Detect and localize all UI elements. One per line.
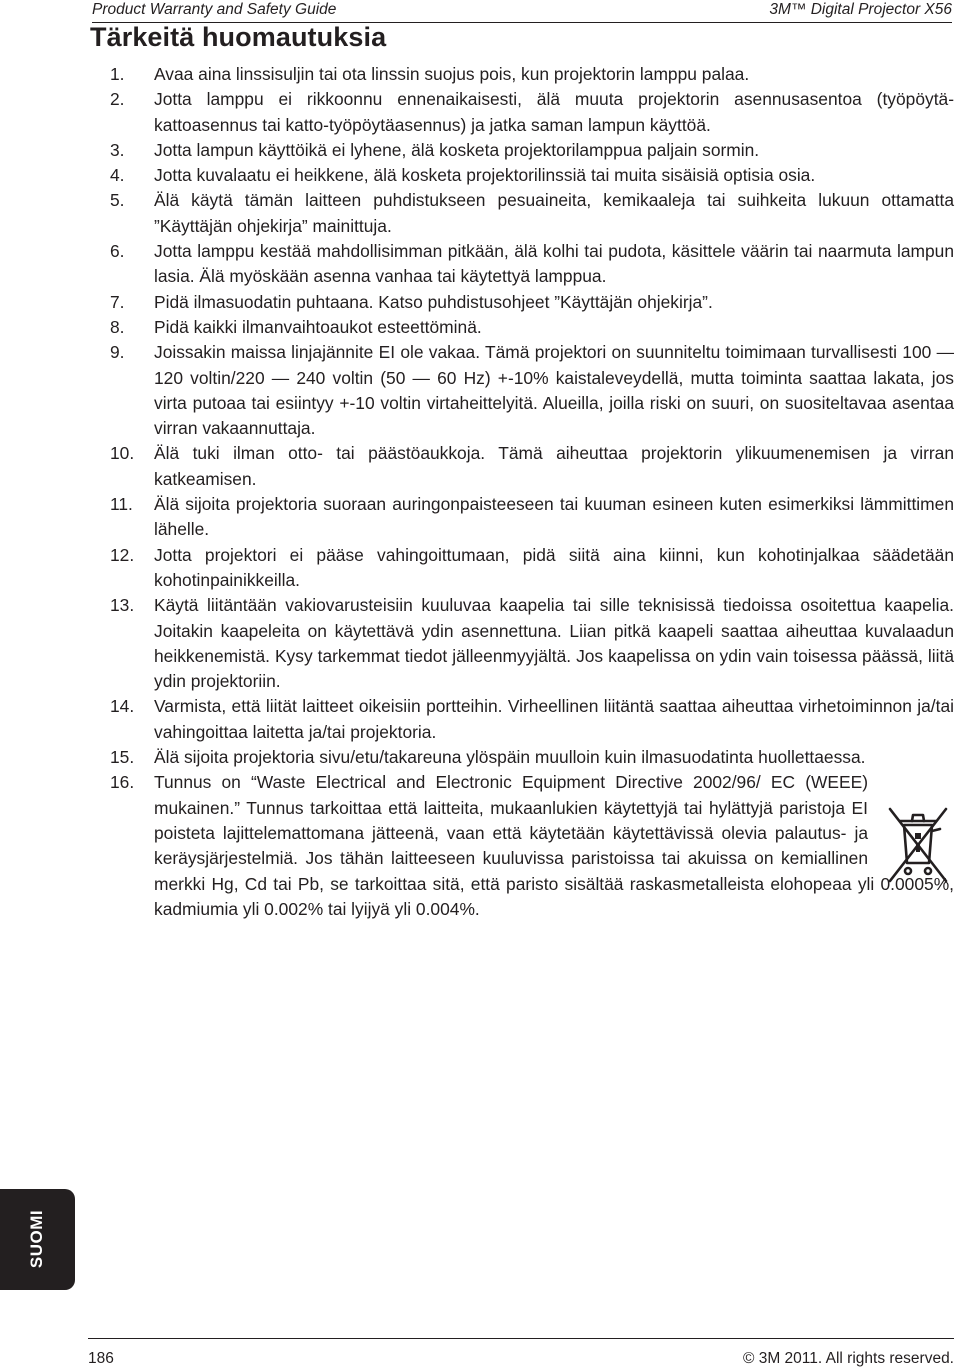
list-item [110,188,954,239]
item-text: Jotta kuvalaatu ei heikkene, älä kosketa projektorilinssiä tai muita sisäisiä optisia osia. [154,165,816,186]
item-number: 11. [110,494,133,515]
item-text: Älä tuki ilman otto- tai päästöaukkoja. Tämä aiheuttaa projektorin ylikuumenemisen ja virran katkeamisen. [154,443,954,489]
language-tab [0,1189,75,1290]
list-item [110,543,954,594]
item-text: Jotta lamppu kestää mahdollisimman pitkään, älä kolhi tai pudota, käsittele väärin tai naarmuta lampun lasia. Älä myöskään asenna vanhaa tai käytettyä lamppua. [154,241,954,287]
list-item [110,340,954,441]
list-item [110,694,954,745]
item-number: 10. [110,443,135,464]
list-item [110,163,954,188]
copyright-notice: © 3M 2011. All rights reserved. [742,1350,954,1367]
list-item [110,87,954,138]
page-number: 186 [88,1350,114,1367]
item-text: Jotta lampun käyttöikä ei lyhene, älä kosketa projektorilamppua paljain sormin. [154,139,760,160]
item-number: 15. [110,747,135,768]
item-text: Varmista, että liität laitteet oikeisiin portteihin. Virheellinen liitäntä saattaa aiheuttaa virhetoiminnon ja/tai vahingoittaa laitetta ja/tai projektoria. [154,696,954,742]
header-guide-title: Product Warranty and Safety Guide [92,1,337,18]
list-item [110,290,954,315]
item-text: Älä sijoita projektoria suoraan auringonpaisteeseen tai kuuman esineen kuten esimerkiksi lämmittimen lähelle. [154,494,954,540]
page-footer [88,1338,954,1371]
item-text: Joissakin maissa linjajännite EI ole vakaa. Tämä projektori on suunniteltu toimimaan turvallisesti 100 — 120 voltin/220 — 240 voltin (50 — 60 Hz) +-10% kaistaleveydellä, mutta toiminta saattaa lakata, jos virta putoaa tai esiintyy +-10 voltin virtaheittelyitä. Alueilla, joilla riski on suuri, on suositeltavaa asentaa virran vakaannuttaja. [154,342,954,439]
item-number: 2. [110,89,125,110]
item-text: Jotta lamppu ei rikkoonnu ennenaikaisesti, älä muuta projektorin asennusasentoa (työpöytä-kattoasennus tai katto-työpöytäasennus) ja jatka saman lampun käyttöä. [154,89,954,135]
item-number: 4. [110,165,125,186]
item-number: 13. [110,595,135,616]
notice-list [110,62,954,947]
item-number: 16. [110,772,135,793]
item-text: Avaa aina linssisuljin tai ota linssin suojus pois, kun projektorin lamppu palaa. [154,64,750,84]
list-item [110,745,954,770]
item-number: 8. [110,316,125,337]
list-item [110,138,954,163]
list-item [110,62,954,87]
item-text: Käytä liitäntään vakiovarusteisiin kuuluvaa kaapelia tai sille teknisissä tiedoissa osoitettua kaapelia. Joitakin kaapeleita on käytettävä ydin asennettuna. Liian pitkä kaapeli saattaa aiheuttaa kuvalaadun heikkenemistä. Kysy tarkemmat tiedot jälleenmyyjältä. Jos kaapelissa on ydin vain toisessa päässä, liitä ydin projektoriin. [154,595,954,692]
list-item [110,315,954,340]
item-number: 6. [110,241,125,262]
item-number: 9. [110,342,125,363]
item-text: Pidä kaikki ilmanvaihtoaukot esteettöminä. [154,316,482,337]
list-item [110,492,954,543]
list-item [110,593,954,694]
list-item [110,770,954,947]
item-text: Jotta projektori ei pääse vahingoittumaan, pidä siitä aina kiinni, kun kohotinjalkaa säädetään kohotinpainikkeilla. [154,544,954,590]
list-item [110,441,954,492]
list-item [110,239,954,290]
page-header [92,0,952,23]
item-text: Tunnus on “Waste Electrical and Electronic Equipment Directive 2002/96/ EC (WEEE) mukainen.” Tunnus tarkoittaa että laitteita, mukaanlukien käytettyjä tai hylättyjä paristoja EI poisteta lajittelemattomana jätteenä, vaan että käytetään käytettävissä olevia palautus- ja keräysjärjestelmiä. Jos tähän laitteeseen kuuluvissa paristoissa tai akuissa on kemiallinen merkki Hg, Cd tai Pb, se tarkoittaa sitä, että paristo sisältää raskasmetalleista elohopeaa yli 0.0005%, kadmiumia yli 0.002% tai lyijyä yli 0.004%. [154,772,954,919]
language-tab-label: SUOMI [27,1209,46,1269]
item-text: Pidä ilmasuodatin puhtaana. Katso puhdistusohjeet ”Käyttäjän ohjekirja”. [154,291,713,312]
header-product-name: 3M™ Digital Projector X56 [769,1,952,18]
page-title: Tärkeitä huomautuksia [90,22,387,52]
item-text-weee [154,770,954,947]
item-number: 3. [110,139,125,160]
item-text: Älä käytä tämän laitteen puhdistukseen pesuaineita, kemikaaleja tai suihkeita lukuun ottamatta ”Käyttäjän ohjekirja” mainittuja. [154,190,954,236]
item-number: 7. [110,291,125,312]
item-number: 5. [110,190,125,211]
item-number: 14. [110,696,135,717]
item-number: 12. [110,544,135,565]
item-text: Älä sijoita projektoria sivu/etu/takareuna ylöspäin muulloin kuin ilmasuodatinta huollettaessa. [154,747,866,768]
item-number: 1. [110,64,125,84]
